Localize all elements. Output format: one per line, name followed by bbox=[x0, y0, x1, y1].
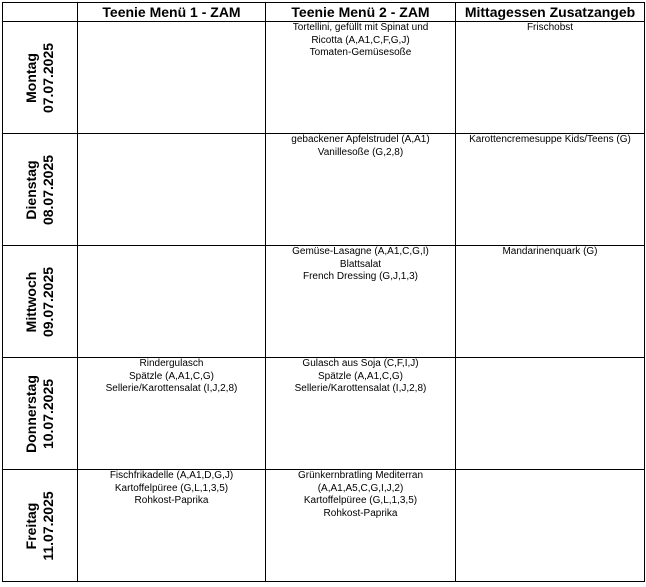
day-name: Mittwoch bbox=[23, 271, 39, 332]
extra-cell bbox=[456, 246, 645, 358]
day-date: 10.07.2025 bbox=[40, 378, 56, 449]
menu-line: Tortellini, gefüllt mit Spinat und bbox=[292, 22, 429, 33]
day-label bbox=[23, 375, 57, 453]
day-cell bbox=[3, 22, 78, 134]
menu-1-cell bbox=[78, 358, 266, 470]
menu-line: Grünkernbratling Mediterran bbox=[297, 470, 424, 481]
menu-2-cell bbox=[266, 470, 456, 582]
day-row bbox=[3, 470, 645, 582]
day-row bbox=[3, 246, 645, 358]
day-row bbox=[3, 358, 645, 470]
column-header-menu-1: Teenie Menü 1 - ZAM bbox=[78, 3, 266, 22]
day-label bbox=[23, 154, 57, 224]
extra-cell bbox=[456, 134, 645, 246]
menu-1-cell bbox=[78, 246, 266, 358]
day-label bbox=[23, 266, 57, 336]
menu-line: Rindergulasch bbox=[139, 358, 204, 369]
menu-line: Spätzle (A,A1,C,G) bbox=[317, 370, 404, 382]
column-header-extra: Mittagessen Zusatzangeb bbox=[456, 3, 645, 22]
day-date: 08.07.2025 bbox=[40, 154, 56, 225]
day-cell bbox=[3, 358, 78, 470]
menu-line: Karottencremesuppe Kids/Teens (G) bbox=[469, 134, 631, 145]
menu-line: Kartoffelpüree (G,L,1,3,5) bbox=[114, 482, 229, 494]
corner-cell bbox=[3, 3, 78, 22]
menu-body bbox=[3, 22, 645, 582]
menu-line: gebackener Apfelstrudel (A,A1) bbox=[291, 134, 430, 145]
menu-line: Mandarinenquark (G) bbox=[502, 246, 598, 257]
day-cell bbox=[3, 134, 78, 246]
menu-line: Sellerie/Karottensalat (I,J,2,8) bbox=[105, 383, 238, 395]
menu-line: Gemüse-Lasagne (A,A1,C,G,I) bbox=[292, 246, 429, 257]
extra-cell bbox=[456, 358, 645, 470]
menu-line: Rohkost-Paprika bbox=[134, 495, 209, 507]
day-row bbox=[3, 22, 645, 134]
day-cell bbox=[3, 470, 78, 582]
menu-line: Tomaten-Gemüsesoße bbox=[309, 47, 412, 59]
menu-line: Fischfrikadelle (A,A1,D,G,J) bbox=[109, 470, 234, 481]
day-name: Dienstag bbox=[23, 159, 39, 220]
menu-line: Rohkost-Paprika bbox=[323, 507, 398, 519]
menu-line: French Dressing (G,J,1,3) bbox=[302, 271, 419, 283]
menu-2-cell bbox=[266, 22, 456, 134]
menu-line: (A,A1,A5,C,G,I,J,2) bbox=[317, 482, 404, 494]
day-name: Montag bbox=[23, 52, 39, 103]
day-label bbox=[23, 491, 57, 560]
day-label bbox=[23, 42, 57, 112]
day-date: 07.07.2025 bbox=[40, 42, 56, 113]
menu-1-cell bbox=[78, 134, 266, 246]
menu-line: Blattsalat bbox=[339, 258, 382, 270]
day-row bbox=[3, 134, 645, 246]
menu-line: Vanillesoße (G,2,8) bbox=[317, 146, 404, 158]
day-date: 09.07.2025 bbox=[40, 266, 56, 337]
day-name: Freitag bbox=[23, 502, 39, 549]
menu-2-cell bbox=[266, 246, 456, 358]
menu-line: Gulasch aus Soja (C,F,I,J) bbox=[302, 358, 419, 369]
day-cell bbox=[3, 246, 78, 358]
menu-line: Frischobst bbox=[526, 22, 574, 33]
menu-1-cell bbox=[78, 22, 266, 134]
extra-cell bbox=[456, 470, 645, 582]
menu-2-cell bbox=[266, 134, 456, 246]
menu-line: Ricotta (A,A1,C,F,G,J) bbox=[311, 34, 410, 46]
menu-line: Kartoffelpüree (G,L,1,3,5) bbox=[303, 495, 418, 507]
menu-2-cell bbox=[266, 358, 456, 470]
menu-table bbox=[2, 2, 645, 582]
menu-line: Spätzle (A,A1,C,G) bbox=[128, 370, 215, 382]
menu-1-cell bbox=[78, 470, 266, 582]
column-header-menu-2: Teenie Menü 2 - ZAM bbox=[266, 3, 456, 22]
day-date: 11.07.2025 bbox=[40, 490, 56, 561]
header-row bbox=[3, 3, 645, 22]
day-name: Donnerstag bbox=[23, 374, 39, 453]
menu-line: Sellerie/Karottensalat (I,J,2,8) bbox=[294, 383, 427, 395]
extra-cell bbox=[456, 22, 645, 134]
